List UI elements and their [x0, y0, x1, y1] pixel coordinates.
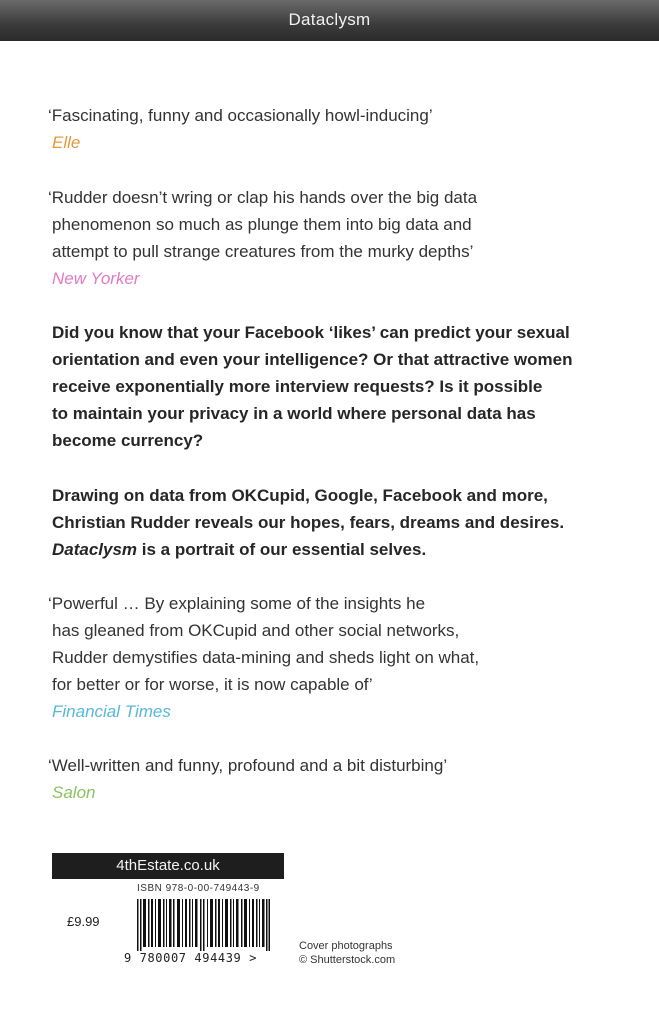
blurb-line: become currency? [52, 431, 204, 450]
quote-line: has gleaned from OKCupid and other social networks, [52, 621, 460, 640]
blurb-paragraph-1 [52, 319, 573, 454]
blurb-line-tail: is a portrait of our essential selves. [137, 540, 427, 559]
barcode-digits: 9 780007 494439 > [124, 951, 258, 965]
quote-line: attempt to pull strange creatures from the murky depths’ [52, 242, 474, 261]
blurb-line: orientation and even your intelligence? Or that attractive women [52, 350, 573, 369]
blurb-line: Did you know that your Facebook ‘likes’ can predict your sexual [52, 323, 570, 342]
quote-line: ‘Well-written and funny, profound and a bit disturbing’ [48, 756, 448, 775]
header-bar [0, 0, 659, 41]
quote-salon [48, 752, 447, 806]
quote-line: ‘Powerful … By explaining some of the insights he [48, 594, 426, 613]
quote-elle [48, 102, 433, 156]
blurb-line-last [52, 536, 564, 563]
quote-new-yorker [48, 184, 477, 292]
quote-line: phenomenon so much as plunge them into big data and [52, 215, 472, 234]
blurb-paragraph-2 [52, 482, 564, 563]
credit-line: Cover photographs [299, 940, 393, 952]
quote-line: ‘Rudder doesn’t wring or clap his hands over the big data [48, 188, 478, 207]
quote-financial-times [48, 590, 479, 725]
blurb-line: to maintain your privacy in a world where personal data has [52, 404, 536, 423]
quote-line: ‘Fascinating, funny and occasionally howl-inducing’ [48, 106, 433, 125]
barcode-icon [137, 899, 270, 951]
quote-source: New Yorker [52, 269, 140, 288]
page-title: Dataclysm [288, 10, 371, 29]
blurb-line: Christian Rudder reveals our hopes, fears, dreams and desires. [52, 513, 565, 532]
blurb-line: Drawing on data from OKCupid, Google, Facebook and more, [52, 486, 548, 505]
isbn-label: ISBN 978-0-00-749443-9 [137, 883, 260, 894]
book-title-italic: Dataclysm [52, 540, 138, 559]
price-label: £9.99 [67, 914, 100, 929]
blurb-line: receive exponentially more interview requests? Is it possible [52, 377, 543, 396]
photo-credit [299, 939, 395, 967]
quote-line: Rudder demystifies data-mining and sheds light on what, [52, 648, 480, 667]
credit-line: © Shutterstock.com [299, 954, 396, 966]
quote-source: Salon [52, 783, 96, 802]
publisher-website[interactable]: 4thEstate.co.uk [52, 853, 284, 879]
quote-source: Financial Times [52, 702, 171, 721]
quote-line: for better or for worse, it is now capable of’ [52, 675, 373, 694]
quote-source: Elle [52, 133, 81, 152]
